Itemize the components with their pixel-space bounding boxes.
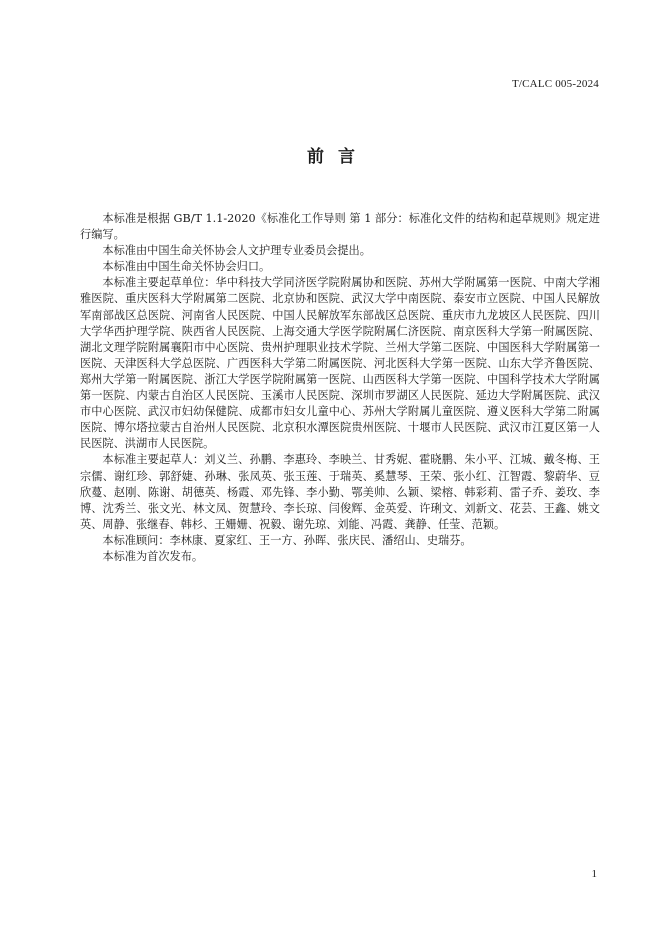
paragraph-compilation-basis: 本标准是根据 GB/T 1.1-2020《标准化工作导则 第 1 部分：标准化文件的结构和起草规则》规定进行编写。 — [80, 212, 600, 242]
page-title: 前言 — [307, 147, 369, 167]
paragraph-first-release: 本标准为首次发布。 — [102, 549, 204, 563]
paragraph-proposer: 本标准由中国生命关怀协会人文护理专业委员会提出。 — [102, 244, 371, 258]
document-body — [80, 211, 600, 565]
page-number: 1 — [591, 868, 597, 880]
paragraph-drafting-units: 本标准主要起草单位：华中科技大学同济医学院附属协和医院、苏州大学附属第一医院、中南大学湘雅医院、重庆医科大学附属第二医院、北京协和医院、武汉大学中南医院、泰安市立医院、中国人民解放军南部战区总医院、河南省人民医院、中国人民解放军东部战区总医院、重庆市九龙坡区人民医院、四川大学华西护理学院、陕西省人民医院、上海交通大学医学院附属仁济医院、南京医科大学第一附属医院、湖北文理学院附属襄阳市中心医院、贵州护理职业技术学院、兰州大学第二医院、中国医科大学附属第一医院、天津医科大学总医院、广西医科大学第二附属医院、河北医科大学第一医院、山东大学齐鲁医院、郑州大学第一附属医院、浙江大学医学院附属第一医院、山西医科大学第一医院、中国科学技术大学附属第一医院、内蒙古自治区人民医院、玉溪市人民医院、深圳市罗湖区人民医院、延边大学附属医院、武汉市中心医院、武汉市妇幼保健院、成都市妇女儿童中心、苏州大学附属儿童医院、遵义医科大学第二附属医院、博尔塔拉蒙古自治州人民医院、北京积水潭医院贵州医院、十堰市人民医院、武汉市江夏区第一人民医院、洪湖市人民医院。 — [80, 276, 600, 451]
paragraph-advisors: 本标准顾问：李林康、夏家红、王一方、孙晖、张庆民、潘绍山、史瑞芬。 — [102, 533, 472, 547]
paragraph-centralized-by: 本标准由中国生命关怀协会归口。 — [102, 260, 271, 274]
document-number: T/CALC 005-2024 — [511, 78, 599, 90]
paragraph-drafters: 本标准主要起草人：刘义兰、孙鹏、李惠玲、李映兰、甘秀妮、霍晓鹏、朱小平、江城、戴冬梅、王宗儒、谢红珍、郭舒婕、孙琳、张凤英、张玉莲、于瑞英、奚慧琴、王荣、张小红、江智霞、黎蔚华、豆欣蔓、赵刚、陈谢、胡德英、杨霞、邓先锋、李小勤、鄂美帅、么颖、梁榕、韩彩莉、雷子乔、姜玫、李博、沈秀兰、张文光、林文凤、贺慧玲、李长琼、闫俊辉、金英爱、许琍文、刘新文、花芸、王鑫、姚文英、周静、张继春、韩杉、王姗姗、祝毅、谢先琼、刘能、冯霞、龚静、任莹、范颖。 — [80, 453, 600, 531]
